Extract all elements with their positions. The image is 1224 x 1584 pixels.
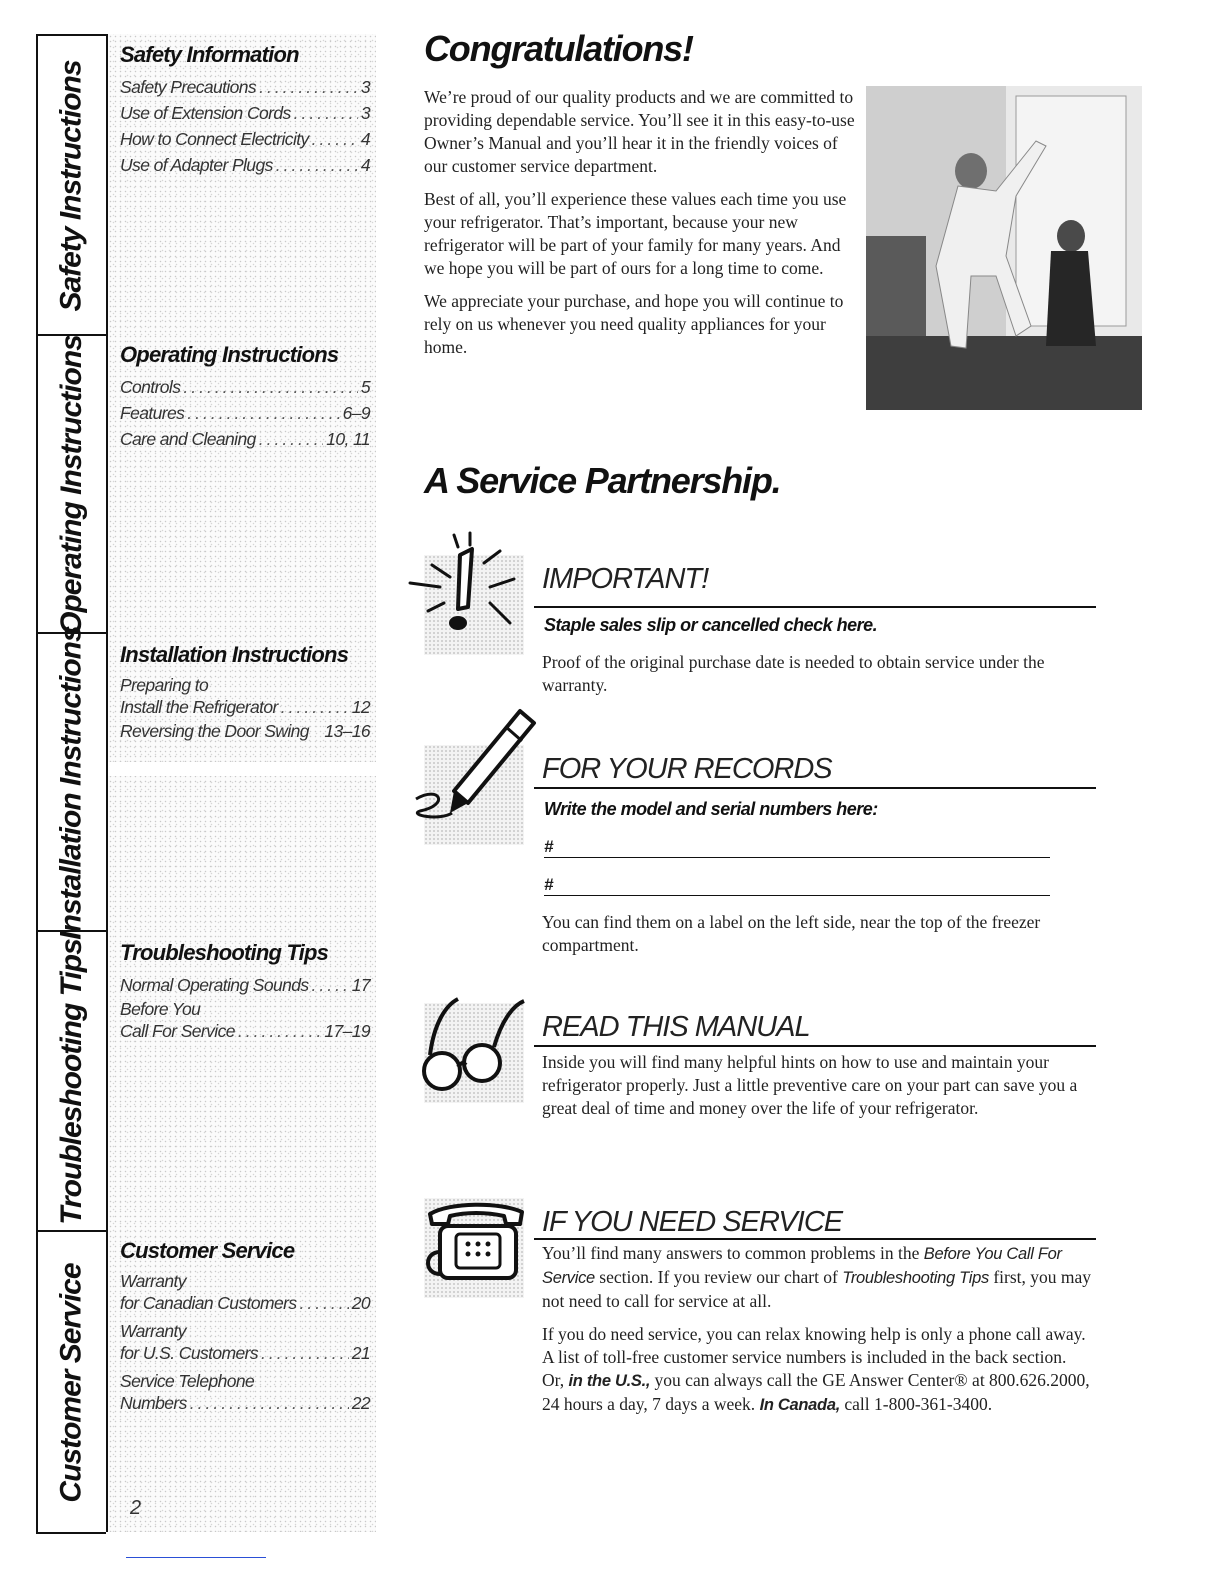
toc-item[interactable]: Warranty for U.S. Customers ..... 21 [120, 1320, 370, 1364]
toc-item[interactable]: Features ..... 6–9 [120, 400, 370, 426]
manual-section [424, 1003, 1096, 1153]
toc-item[interactable]: How to Connect Electricity ..... 4 [120, 126, 370, 152]
toc-item[interactable]: Warranty for Canadian Customers ..... 20 [120, 1270, 370, 1314]
important-subtitle: Staple sales slip or cancelled check here. [544, 615, 878, 635]
table-of-contents [108, 34, 376, 1532]
important-body: Proof of the original purchase date is needed to obtain service under the warranty. [542, 652, 1045, 695]
toc-item[interactable]: Use of Extension Cords ..... 3 [120, 100, 370, 126]
toc-item[interactable]: Care and Cleaning ..... 10, 11 [120, 426, 370, 452]
pencil-icon [410, 725, 540, 855]
toc-heading: Installation Instructions [120, 642, 349, 667]
section-rule [534, 787, 1096, 789]
service-paragraph: If you do need service, you can relax knowing help is only a phone call away. A list of toll-free customer service numbers is included in the back section. Or, in the U.S., you can always call the GE Answer Center® at 800.626.2000, 24 hours a day, 7 days a week. In Canada, call 1-800-361-3400. [542, 1324, 1090, 1414]
service-body [542, 1242, 1092, 1427]
eyeglasses-icon [410, 983, 540, 1113]
congratulations-title: Congratulations! [424, 28, 693, 69]
section-tabs [36, 34, 106, 1534]
toc-customer-section [120, 1238, 370, 1414]
manual-title: READ THIS MANUAL [542, 1011, 810, 1043]
serial-number-field[interactable]: # [544, 875, 1050, 896]
tab-troubleshooting-tips[interactable]: Troubleshooting Tips [38, 930, 106, 1232]
toc-item[interactable]: Service Telephone Numbers ..... 22 [120, 1370, 370, 1414]
toc-item[interactable]: Reversing the Door Swing 13–16 [120, 721, 370, 741]
toc-installation-section [120, 642, 370, 744]
toc-safety-section [120, 42, 370, 178]
toc-item[interactable]: Controls ..... 5 [120, 374, 370, 400]
telephone-icon [410, 1178, 540, 1308]
tab-installation-instructions[interactable]: Installation Instructions [38, 632, 106, 932]
section-rule [534, 1238, 1096, 1240]
toc-heading: Operating Instructions [120, 342, 339, 367]
exclamation-icon [410, 535, 540, 665]
manual-body: Inside you will find many helpful hints on how to use and maintain your refrigerator properly. Just a little preventive care on your part can save you a great deal of time and money over the life of your refrigerator. [542, 1052, 1078, 1118]
section-rule [534, 1045, 1096, 1047]
photo-illustration [866, 86, 1142, 410]
family-photo [866, 86, 1142, 410]
toc-item[interactable]: Before You Call For Service ..... 17–19 [120, 998, 370, 1042]
toc-troubleshooting-section [120, 940, 370, 1042]
service-section [424, 1198, 1096, 1448]
service-paragraph: You’ll find many answers to common problems in the Before You Call For Service section. If you review our chart of Troubleshooting Tips first, you may not need to call for service at all. [542, 1243, 1092, 1311]
records-title: FOR YOUR RECORDS [542, 753, 832, 785]
service-title: IF YOU NEED SERVICE [542, 1206, 843, 1238]
tab-operating-instructions[interactable]: Operating Instructions [38, 334, 106, 634]
records-section [424, 745, 1096, 965]
records-body: You can find them on a label on the left side, near the top of the freezer compartment. [542, 912, 1041, 955]
toc-item[interactable]: Normal Operating Sounds ..... 17 [120, 972, 370, 998]
toc-item[interactable]: Use of Adapter Plugs ..... 4 [120, 152, 370, 178]
records-subtitle: Write the model and serial numbers here: [544, 799, 878, 819]
partnership-title: A Service Partnership. [424, 460, 781, 501]
toc-heading: Safety Information [120, 42, 299, 67]
toc-heading: Troubleshooting Tips [120, 940, 329, 965]
underline-decoration [126, 1557, 266, 1558]
page-number: 2 [130, 1497, 142, 1519]
important-section [424, 555, 1096, 695]
toc-operating-section [120, 342, 370, 452]
intro-text: We’re proud of our quality products and we are committed to providing dependable service. You’ll see it in this easy-to-use Owner’s Manual and you’ll hear it in the friendly voices of our customer service department. Best of all, you’ll experience these values each time you use your refrigerator. That’s important, because your new refrigerator will be part of your family for many years. And we hope you will be part of ours for a long time to come. We appreciate your purchase, and hope you will continue to rely on us whenever you need quality appliances for your home. [424, 87, 855, 357]
section-rule [534, 606, 1096, 608]
tab-safety-instructions[interactable]: Safety Instructions [38, 34, 106, 336]
toc-heading: Customer Service [120, 1238, 295, 1263]
tab-customer-service[interactable]: Customer Service [38, 1230, 106, 1534]
toc-item[interactable]: Preparing to Install the Refrigerator ..... 12 [120, 674, 370, 718]
model-number-field[interactable]: # [544, 837, 1050, 858]
important-title: IMPORTANT! [542, 563, 709, 595]
toc-item[interactable]: Safety Precautions ..... 3 [120, 74, 370, 100]
